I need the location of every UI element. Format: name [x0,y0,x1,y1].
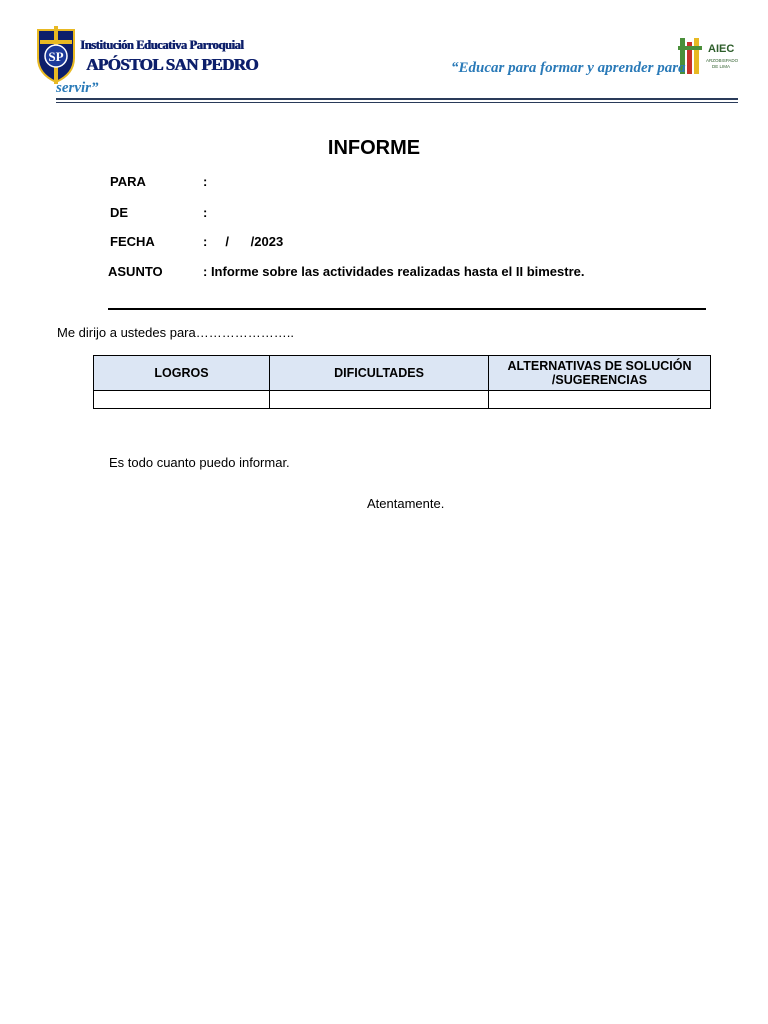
shield-initials: SP [48,49,64,64]
table-cell [489,391,711,409]
table-row [94,391,711,409]
closing-text: Es todo cuanto puedo informar. [109,455,290,470]
institution-name-line2: APÓSTOL SAN PEDRO [86,55,258,74]
table-header-alternativas: ALTERNATIVAS DE SOLUCIÓN /SUGERENCIAS [489,356,711,391]
document-title: INFORME [327,137,421,159]
aiec-logo-sub2: DE LIMA [712,64,731,69]
motto-line2: servir” [56,80,99,96]
school-shield-logo [36,26,76,84]
aiec-logo-sub1: ARZOBISPADO [706,58,738,63]
motto-line1: “Educar para formar y aprender para [451,60,686,76]
field-value-de: : [203,205,208,220]
separator-line [108,308,706,310]
field-value-fecha: : / /2023 [203,234,284,249]
table-cell [270,391,489,409]
table-header-dificultades: DIFICULTADES [270,356,489,391]
regards-text: Atentamente. [367,496,445,511]
header-divider-bottom [56,102,738,103]
table-header-row [94,356,711,391]
table-header-logros: LOGROS [94,356,270,391]
aiec-logo-name: AIEC [708,43,735,55]
institution-name-line1: Institución Educativa Parroquial [80,38,244,52]
field-label-de: DE [110,205,129,220]
header-divider-top [56,98,738,100]
intro-text: Me dirijo a ustedes para………………….. [57,325,294,340]
report-table [93,355,711,409]
field-label-asunto: ASUNTO [108,264,163,279]
table-cell [94,391,270,409]
field-value-asunto: : Informe sobre las actividades realizadas hasta el II bimestre. [203,264,585,279]
field-label-fecha: FECHA [110,234,155,249]
field-value-para: : [203,174,208,189]
field-label-para: PARA [110,174,146,189]
